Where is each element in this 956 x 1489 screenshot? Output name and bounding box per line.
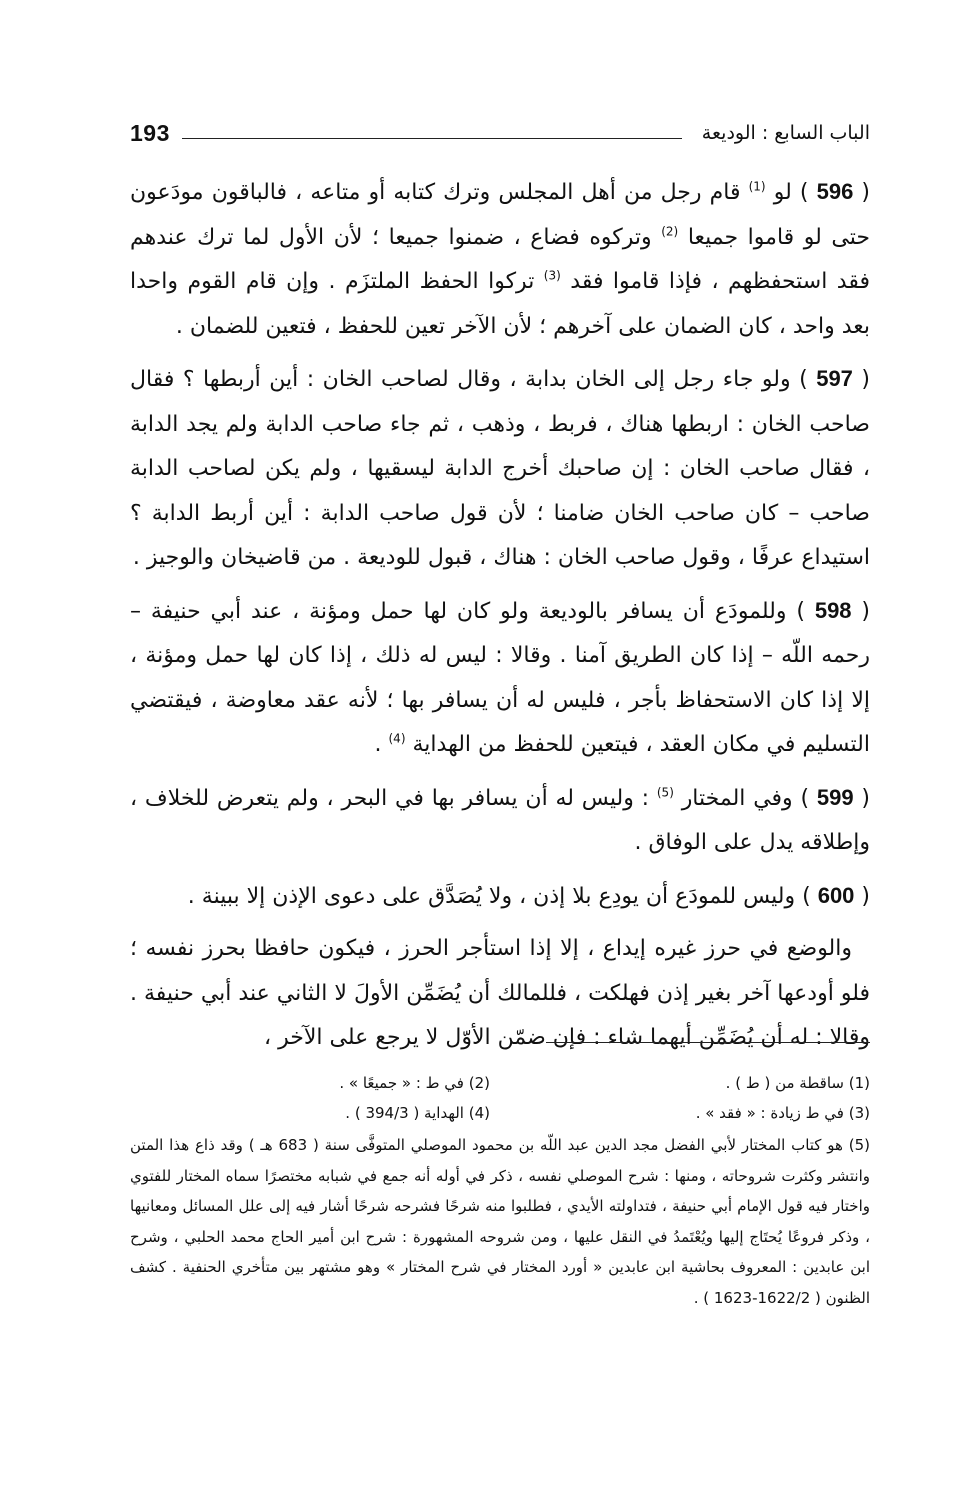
running-head: الباب السابع : الوديعة	[701, 122, 870, 144]
paren-open: (	[853, 180, 871, 205]
paragraph-continuation: والوضع في حرز غيره إيداع ، إلا إذا استأجر الحرز ، فيكون حافظا بحرز نفسه ؛ فلو أودعها آخر بغير إذن فهلكت ، فللمالك أن يُضَمِّن الأولَ لا الثاني عند أبي حنيفة . وقالا : له أن يُضَمِّن أيهما شاء : فإن ضمّن الأوّل لا يرجع على الآخر ،	[130, 936, 870, 1050]
footnote-4: (4) الهداية ( 394/3 ) .	[345, 1104, 490, 1122]
paragraph-text: تركوا الحفظ الملتزَم . وإن قام القوم واحدا بعد واحد ، كان الضمان على آخرهم ؛ لأن الآخر تعين للحفظ ، فتعين للضمان .	[130, 269, 870, 339]
footnote-2: (2) في ط : « جميعًا » .	[339, 1074, 490, 1092]
paragraph-text: : وليس له أن يسافر بها في البحر ، ولم يتعرض للخلاف ، وإطلاقه يدل على الوفاق .	[130, 785, 870, 855]
issue-number: 596	[816, 179, 854, 204]
paragraph-599	[130, 776, 870, 866]
issue-number: 598	[814, 597, 852, 623]
footnote-ref: (5)	[656, 785, 674, 800]
footnote-3: (3) في ط زيادة : « فقد » .	[695, 1104, 870, 1122]
footnote-row	[130, 1068, 870, 1098]
main-text	[130, 170, 870, 1069]
issue-number: 599	[816, 784, 854, 810]
paragraph-596	[130, 170, 870, 349]
paragraph-600	[130, 874, 870, 920]
footnote-5: (5) هو كتاب المختار لأبي الفضل مجد الدين عبد اللّه بن محمود الموصلي المتوفَّى سنة ( 683 هـ ) وقد ذاع هذا المتن وانتشر وكثرت شروحاته ، ومنها : شرح الموصلي نفسه ، ذكر في أوله أنه جمع في شبابه مختصرًا سماه المختار للفتوي واختار فيه قول الإمام أبي حنيفة ، فتداولته الأيدي ، فطلبوا منه شرحًا فشرحه شرحًا أشار فيه إلى علل المسائل ومعانيها ، وذكر فروعًا يُحتَاج إليها ويُعْتَمدُ في النقل عليها ، ومن شروحه المشهورة : شرح ابن أمير الحاج محمد الحلبي ، وشرح ابن عابدين : المعروف بحاشية ابن عابدين « أورد المختار في شرح المختار » وهو مشتهر بين متأخري الحنفية . كشف الظنون ( 1622/2-1623 ) .	[130, 1136, 871, 1307]
footnote-ref: (1)	[748, 179, 766, 194]
paragraph-text: ) ولو جاء رجل إلى الخان بدابة ، وقال لصاحب الخان : أين أربطها ؟ فقال صاحب الخان : اربطها هناك ، فربط ، وذهب ، ثم جاء صاحب الدابة ولم يجد الدابة ، فقال صاحب الخان : إن صاحبك أخرج الدابة ليسقيها ، ولم يكن لصاحب الدابة صاحب – كان صاحب الخان ضامنا ؛ لأن قول صاحب الدابة : أين أربط الدابة ؟ استيداع عرفًا ، وقول صاحب الخان : هناك ، قبول للوديعة . من قاضيخان والوجيز .	[130, 367, 870, 570]
paragraph-text: ) وفي المختار	[681, 785, 817, 811]
paren-open: (	[851, 598, 870, 624]
paren-open: (	[854, 883, 870, 909]
footnote-row	[130, 1098, 870, 1128]
paren-open: (	[853, 785, 871, 811]
page-header	[130, 114, 870, 158]
footnote-rule	[546, 1042, 870, 1043]
paragraph-597	[130, 357, 870, 581]
paragraph-text: وتركوه فضاع ، ضمنوا جميعا ؛ لأن الأول لما ترك عندهم فقد استحفظهم ، فإذا قاموا فقد	[130, 224, 870, 294]
issue-number: 600	[817, 882, 855, 908]
footnote-ref: (4)	[388, 731, 406, 746]
header-rule	[182, 138, 682, 139]
paragraph-text: ) لو	[773, 180, 817, 205]
paragraph-text: ) وللمودَع أن يسافر بالوديعة ولو كان لها حمل ومؤنة ، عند أبي حنيفة – رحمه اللّه – إذا كان الطريق آمنا . وقالا : ليس له ذلك ، إذا كان لها حمل ومؤنة ، إلا إذا كان الاستحفاظ بأجر ، فليس له أن يسافر بها ؛ لأنه عقد معاوضة ، فيقتضي التسليم في مكان العقد ، فيتعين للحفظ من الهداية	[130, 598, 870, 757]
page-number: 193	[130, 120, 170, 146]
issue-number: 597	[816, 366, 853, 391]
paragraph-text: .	[374, 732, 389, 757]
footnote-1: (1) ساقطة من ( ط ) .	[725, 1074, 870, 1092]
paren-open: (	[852, 367, 871, 392]
paragraph-text: ) وليس للمودَع أن يودِع بلا إذن ، ولا يُصَدَّق على دعوى الإذن إلا ببينة .	[187, 883, 818, 909]
paragraph-598	[130, 589, 870, 768]
paragraph-text: قام رجل من أهل المجلس وترك كتابه أو متاعه ، فالباقون مودَعون حتى لو قاموا جميعا	[130, 180, 871, 250]
footnotes	[130, 1068, 870, 1314]
footnote-ref: (2)	[661, 224, 679, 239]
footnote-ref: (3)	[543, 268, 561, 283]
